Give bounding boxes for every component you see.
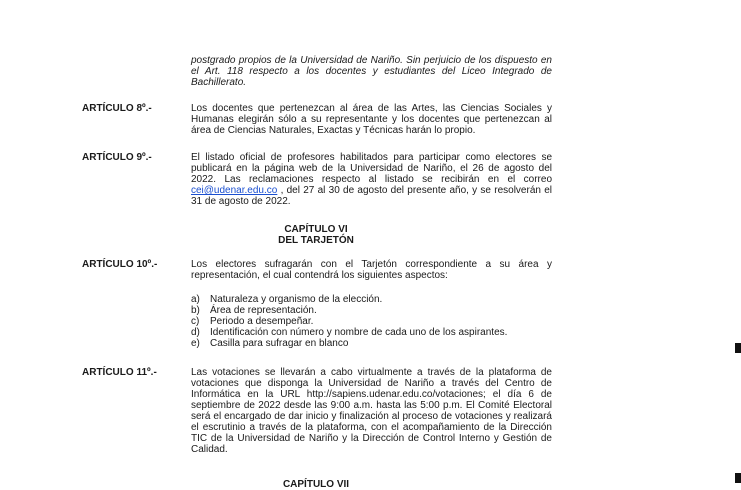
article-9-text-after: , del 27 al 30 de agosto del presente año, y se resolverán el 31 de agosto de 2022. [191, 185, 552, 207]
chapter-6-number: CAPÍTULO VI [284, 224, 348, 235]
article-9-text [191, 152, 552, 207]
article-9-text-before: El listado oficial de profesores habilitados para participar como electores se publicará en la página web de la Universidad de Nariño, el 26 de agosto del 2022. Las reclamaciones respecto al listado se recibirán en el correo [191, 152, 552, 185]
article-10-list-wrap [191, 294, 552, 349]
intro-paragraph: postgrado propios de la Universidad de Nariño. Sin perjuicio de los dispuesto en el Art. 118 respecto a los docentes y estudiantes del Liceo Integrado de Bachillerato. [191, 55, 552, 88]
page-edge-mark [735, 343, 741, 353]
article-10-list [191, 294, 552, 349]
list-item: b) Área de representación. [191, 305, 317, 316]
list-item: c) Periodo a desempeñar. [191, 316, 314, 327]
article-9-label: ARTÍCULO 9º.- [82, 152, 152, 163]
list-item: a) Naturaleza y organismo de la elección. [191, 294, 383, 305]
article-10-label: ARTÍCULO 10º.- [82, 259, 158, 270]
article-10-text: Los electores sufragarán con el Tarjetón correspondiente a su área y representación, el cual contendrá los siguientes aspectos: [191, 259, 552, 281]
chapter-6-heading [191, 224, 441, 246]
page-edge-mark [735, 473, 741, 483]
article-8-text: Los docentes que pertenezcan al área de las Artes, las Ciencias Sociales y Humanas elegirán sólo a su representante y los docentes que pertenezcan al área de Ciencias Naturales, Exactas y Técnicas harán lo propio. [191, 103, 552, 136]
article-11-label: ARTÍCULO 11º.- [82, 367, 157, 378]
list-item: d) Identificación con número y nombre de cada uno de los aspirantes. [191, 327, 508, 338]
article-8-label: ARTÍCULO 8º.- [82, 103, 152, 114]
chapter-6-title: DEL TARJETÓN [278, 235, 354, 246]
email-link[interactable]: cei@udenar.edu.co [191, 185, 278, 196]
chapter-7-heading-partial: CAPÍTULO VII [282, 479, 350, 490]
list-item: e) Casilla para sufragar en blanco [191, 338, 349, 349]
article-11-text: Las votaciones se llevarán a cabo virtualmente a través de la plataforma de votaciones que disponga la Universidad de Nariño a través del Centro de Informática en la URL http://sapiens.udenar.edu.co/votaciones; el día 6 de septiembre de 2022 desde las 9:00 a.m. hasta las 5:00 p.m. El Comité Electoral será el encargado de dar inicio y finalización al proceso de votaciones y realizará el escrutinio a través de la plataforma, con el acompañamiento de la Dirección TIC de la Universidad de Nariño y la Dirección de Control Interno y Gestión de Calidad. [191, 367, 552, 455]
